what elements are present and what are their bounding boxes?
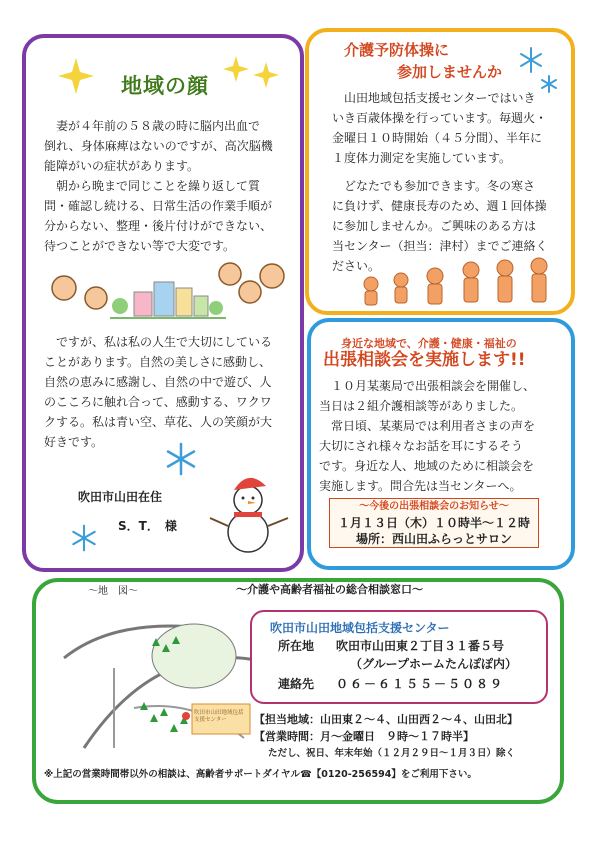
center-info-box — [250, 610, 548, 704]
town-icon — [110, 282, 226, 318]
tel-label: 連絡先 — [278, 677, 315, 691]
contact-panel — [32, 578, 564, 804]
author-place: 吹田市山田在住 — [78, 490, 163, 504]
notice-date: １月１３日（木）１０時半～１２時 — [337, 516, 530, 530]
center-name: 吹田市山田地域包括支援センター — [270, 621, 450, 635]
exercise-title-line1: 介護予防体操に — [344, 41, 450, 59]
consultation-panel — [307, 318, 575, 570]
tel-value: ０６－６１５５－５０８９ — [336, 677, 505, 691]
business-hours: 【営業時間：月～金曜日 ９時～１７時半】 — [254, 730, 474, 743]
article-title: 地域の顔 — [121, 74, 209, 98]
snowflake-icon — [70, 524, 98, 552]
address-label: 所在地 — [278, 639, 315, 653]
service-area: 【担当地域：山田東２～４、山田西２～４、山田北】 — [254, 713, 518, 726]
address-value: 吹田市山田東２丁目３１番５号 — [336, 639, 505, 653]
snowflake-icon — [164, 442, 198, 476]
exercise-body-1: 山田地域包括支援センターではいき いき百歳体操を行っています。毎週火・ 金曜日１０時開始（４５分間）、半年に １度体力測定を実施しています。 — [332, 91, 548, 165]
next-session-notice — [329, 498, 539, 548]
consult-body: １０月某薬局で出張相談会を開催し、 当日は２組介護相談等がありました。 常日頃、某薬局では利用者さまの声を 大切にされ様々なお話を耳にするそう です。身近な人、地域のために相談会を 実施します。問合先は当センターへ。 — [319, 379, 536, 493]
exercise-title-line2: 参加しませんか — [397, 63, 503, 81]
area-map — [54, 598, 264, 756]
article-body-2: ですが、私は私の人生で大切にしている ことがあります。自然の美しさに感動し、 自然の恵みに感謝し、自然の中で遊び、人 のこころに触れ合って、感動する、ワクワ クする。私は青い空、草花、人の笑顔が大 好きです。 — [44, 335, 273, 449]
notice-title: ～今後の出張相談会のお知らせ～ — [359, 501, 509, 512]
local-face-panel — [22, 34, 304, 572]
article-body-1: 妻が４年前の５８歳の時に脳内出血で 倒れ、身体麻痺はないのですが、高次脳機 能障がいの症状があります。 朝から晩まで同じことを繰り返して質 問・確認し続ける、日常生活の作業手順が 分からない、整理・後片付けができない、 待つことができない等で大変です。 — [44, 119, 273, 253]
sparkle-icon — [222, 54, 282, 94]
address-sub: （グループホームたんぽぽ内） — [350, 657, 518, 671]
consult-title: 出張相談会を実施します!! — [323, 350, 526, 370]
map-center-label: 吹田市山田地域包括支援センター — [194, 710, 244, 723]
contact-heading: ～介護や高齢者福祉の総合相談窓口～ — [236, 583, 423, 596]
sparkle-icon — [56, 56, 96, 96]
snowman-icon — [204, 468, 294, 558]
notice-place: 場所：西山田ふらっとサロン — [355, 532, 512, 546]
after-hours-note: ※上記の営業時間帯以外の相談は、高齢者サポートダイヤル☎【0120-256594】をご利用下さい。 — [44, 769, 477, 780]
exercise-panel — [305, 28, 575, 315]
people-town-illustration — [50, 258, 286, 330]
closed-days: ただし、祝日、年末年始（１２月２９日～１月３日）除く — [268, 748, 516, 759]
consult-lead: 身近な地域で、介護・健康・福祉の — [341, 337, 517, 350]
author-name: S．T． 様 — [118, 519, 177, 533]
exercise-body-2: どなたでも参加できます。冬の寒さ に負けず、健康長寿のため、週１回体操 に参加しませんか。ご興味のある方は 当センター（担当：津村）までご連絡く ださい。 — [332, 179, 548, 273]
exercise-people-icon — [355, 256, 555, 308]
map-heading: ～地 図～ — [88, 586, 138, 597]
